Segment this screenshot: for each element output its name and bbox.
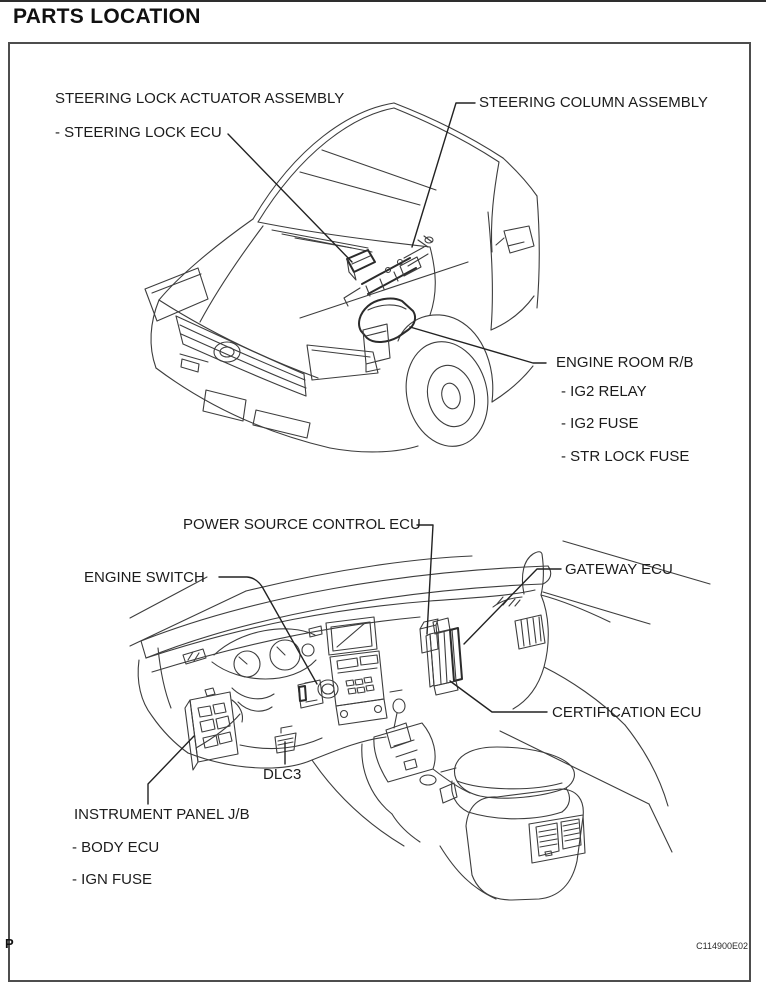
- figure-code: C114900E02: [696, 941, 748, 951]
- label-power-source-control-ecu: POWER SOURCE CONTROL ECU: [183, 516, 421, 533]
- leader-gateway-ecu: [464, 569, 561, 644]
- label-instrument-panel-jb: INSTRUMENT PANEL J/B: [74, 806, 250, 823]
- label-steering-column-assembly: STEERING COLUMN ASSEMBLY: [479, 94, 708, 111]
- label-steering-lock-actuator-assembly: STEERING LOCK ACTUATOR ASSEMBLY: [55, 90, 345, 107]
- headlight-art: [145, 268, 378, 380]
- page-marker: P: [5, 936, 14, 951]
- label-certification-ecu: CERTIFICATION ECU: [552, 704, 702, 721]
- leader-engine-room-rb: [410, 327, 546, 363]
- side-vent-art: [515, 615, 545, 649]
- rear-console-art: [440, 789, 585, 900]
- side-mirror-art: [496, 226, 534, 253]
- label-ig2-relay: - IG2 RELAY: [561, 383, 647, 400]
- leader-certification-ecu: [450, 681, 547, 712]
- label-str-lock-fuse: - STR LOCK FUSE: [561, 448, 690, 465]
- vehicle-front-view-drawing: [145, 103, 539, 455]
- front-wheel-art: [330, 315, 533, 455]
- label-engine-room-rb: ENGINE ROOM R/B: [556, 354, 694, 371]
- center-stack-art: [309, 617, 402, 725]
- label-ign-fuse: - IGN FUSE: [72, 871, 153, 888]
- ecu-bracket-art: [420, 618, 462, 695]
- label-ig2-fuse: - IG2 FUSE: [561, 415, 639, 432]
- certification-ecu-art: [434, 681, 458, 695]
- leader-lines: [148, 103, 561, 804]
- label-dlc3: DLC3: [263, 766, 302, 783]
- label-gateway-ecu: GATEWAY ECU: [565, 561, 673, 578]
- grille-art: [176, 316, 306, 396]
- label-engine-switch: ENGINE SWITCH: [84, 569, 205, 586]
- engine-switch-art: [298, 680, 338, 708]
- label-steering-lock-ecu: - STEERING LOCK ECU: [55, 124, 222, 141]
- leader-power-source-control-ecu: [417, 525, 433, 634]
- page-title: PARTS LOCATION: [13, 5, 201, 28]
- instrument-panel-jb-art: [185, 688, 243, 770]
- power-source-control-ecu-art: [420, 625, 438, 653]
- console-shifter-art: [312, 699, 470, 846]
- leader-instrument-panel-jb: [148, 736, 194, 804]
- leader-steering-lock-ecu: [228, 134, 352, 262]
- label-body-ecu: - BODY ECU: [72, 839, 160, 856]
- engine-room-rb-art: [359, 299, 415, 372]
